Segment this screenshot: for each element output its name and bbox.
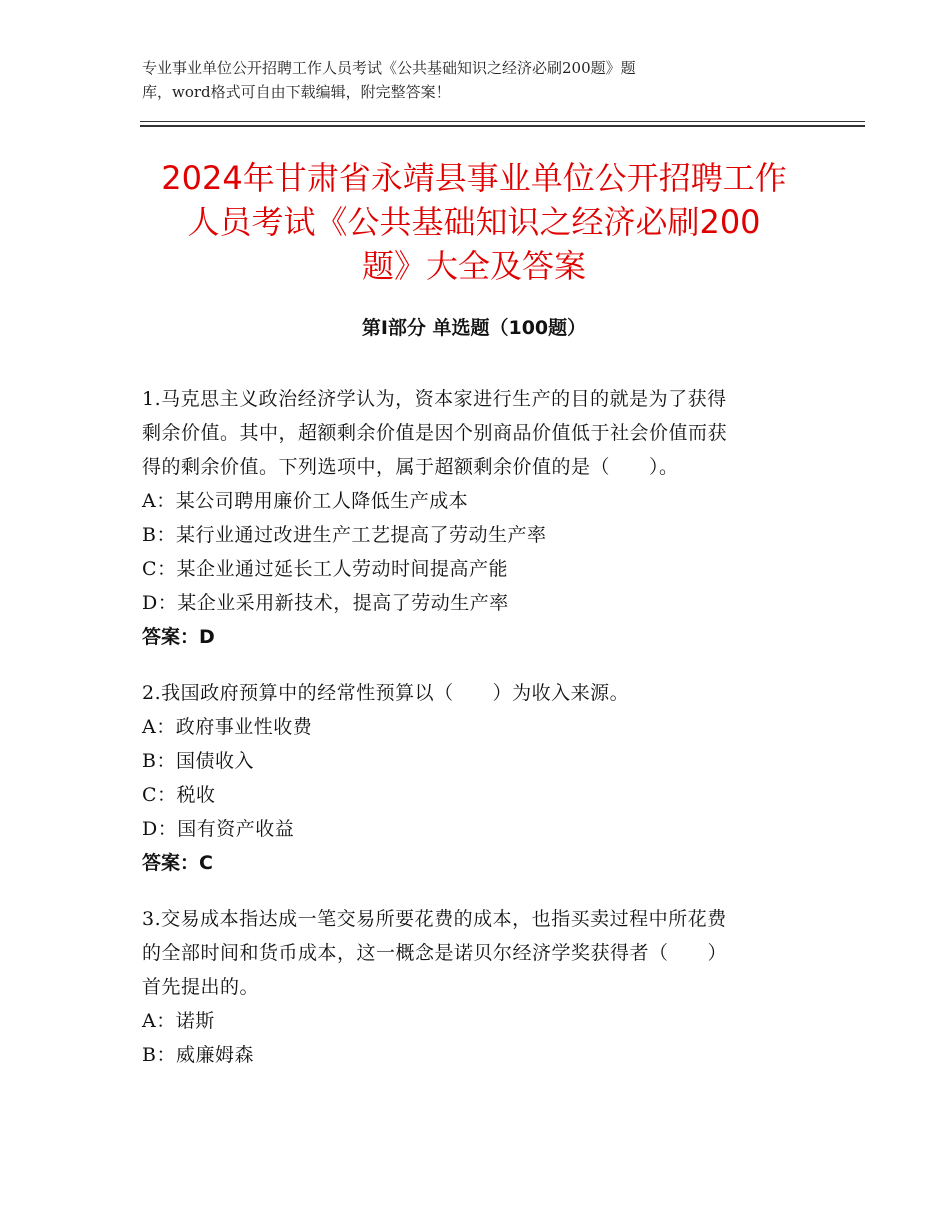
option-d: D：国有资产收益 — [142, 818, 295, 840]
header-divider-thick — [140, 125, 865, 127]
option-a: A：政府事业性收费 — [142, 716, 313, 738]
header-note-line-1: 专业事业单位公开招聘工作人员考试《公共基础知识之经济必刷200题》题 — [142, 59, 636, 77]
option-c: C：某企业通过延长工人劳动时间提高产能 — [142, 558, 509, 580]
option-d: D：某企业采用新技术，提高了劳动生产率 — [142, 592, 509, 614]
question-stem-line: 得的剩余价值。下列选项中，属于超额剩余价值的是（ ）。 — [142, 456, 679, 478]
option-a: A：诺斯 — [142, 1010, 215, 1032]
question-1 — [142, 382, 807, 654]
question-list — [142, 382, 807, 1094]
answer: 答案：D — [142, 626, 215, 648]
option-c: C：税收 — [142, 784, 216, 806]
question-stem-line: 首先提出的。 — [142, 976, 260, 998]
option-b: B：国债收入 — [142, 750, 254, 772]
question-stem-line: 1.马克思主义政治经济学认为，资本家进行生产的目的就是为了获得 — [142, 388, 727, 410]
document-title-line-1: 2024年甘肃省永靖县事业单位公开招聘工作 — [161, 159, 787, 197]
document-title — [140, 156, 808, 288]
header-note-line-2: 库，word格式可自由下载编辑，附完整答案！ — [142, 83, 451, 101]
document-title-line-3: 题》大全及答案 — [361, 247, 586, 285]
section-title: 第Ⅰ部分 单选题（100题） — [361, 317, 587, 339]
option-b: B：某行业通过改进生产工艺提高了劳动生产率 — [142, 524, 547, 546]
question-stem-line: 2.我国政府预算中的经常性预算以（ ）为收入来源。 — [142, 682, 630, 704]
header-note — [142, 56, 802, 104]
question-2 — [142, 676, 807, 880]
answer: 答案：C — [142, 852, 213, 874]
option-b: B：威廉姆森 — [142, 1044, 254, 1066]
document-title-line-2: 人员考试《公共基础知识之经济必刷200 — [187, 203, 761, 241]
option-a: A：某公司聘用廉价工人降低生产成本 — [142, 490, 469, 512]
question-stem-line: 3.交易成本指达成一笔交易所要花费的成本，也指买卖过程中所花费 — [142, 908, 727, 930]
question-stem-line: 的全部时间和货币成本，这一概念是诺贝尔经济学奖获得者（ ） — [142, 942, 728, 964]
question-3 — [142, 902, 807, 1072]
question-stem-line: 剩余价值。其中，超额剩余价值是因个别商品价值低于社会价值而获 — [142, 422, 728, 444]
header-divider-thin — [140, 121, 865, 122]
